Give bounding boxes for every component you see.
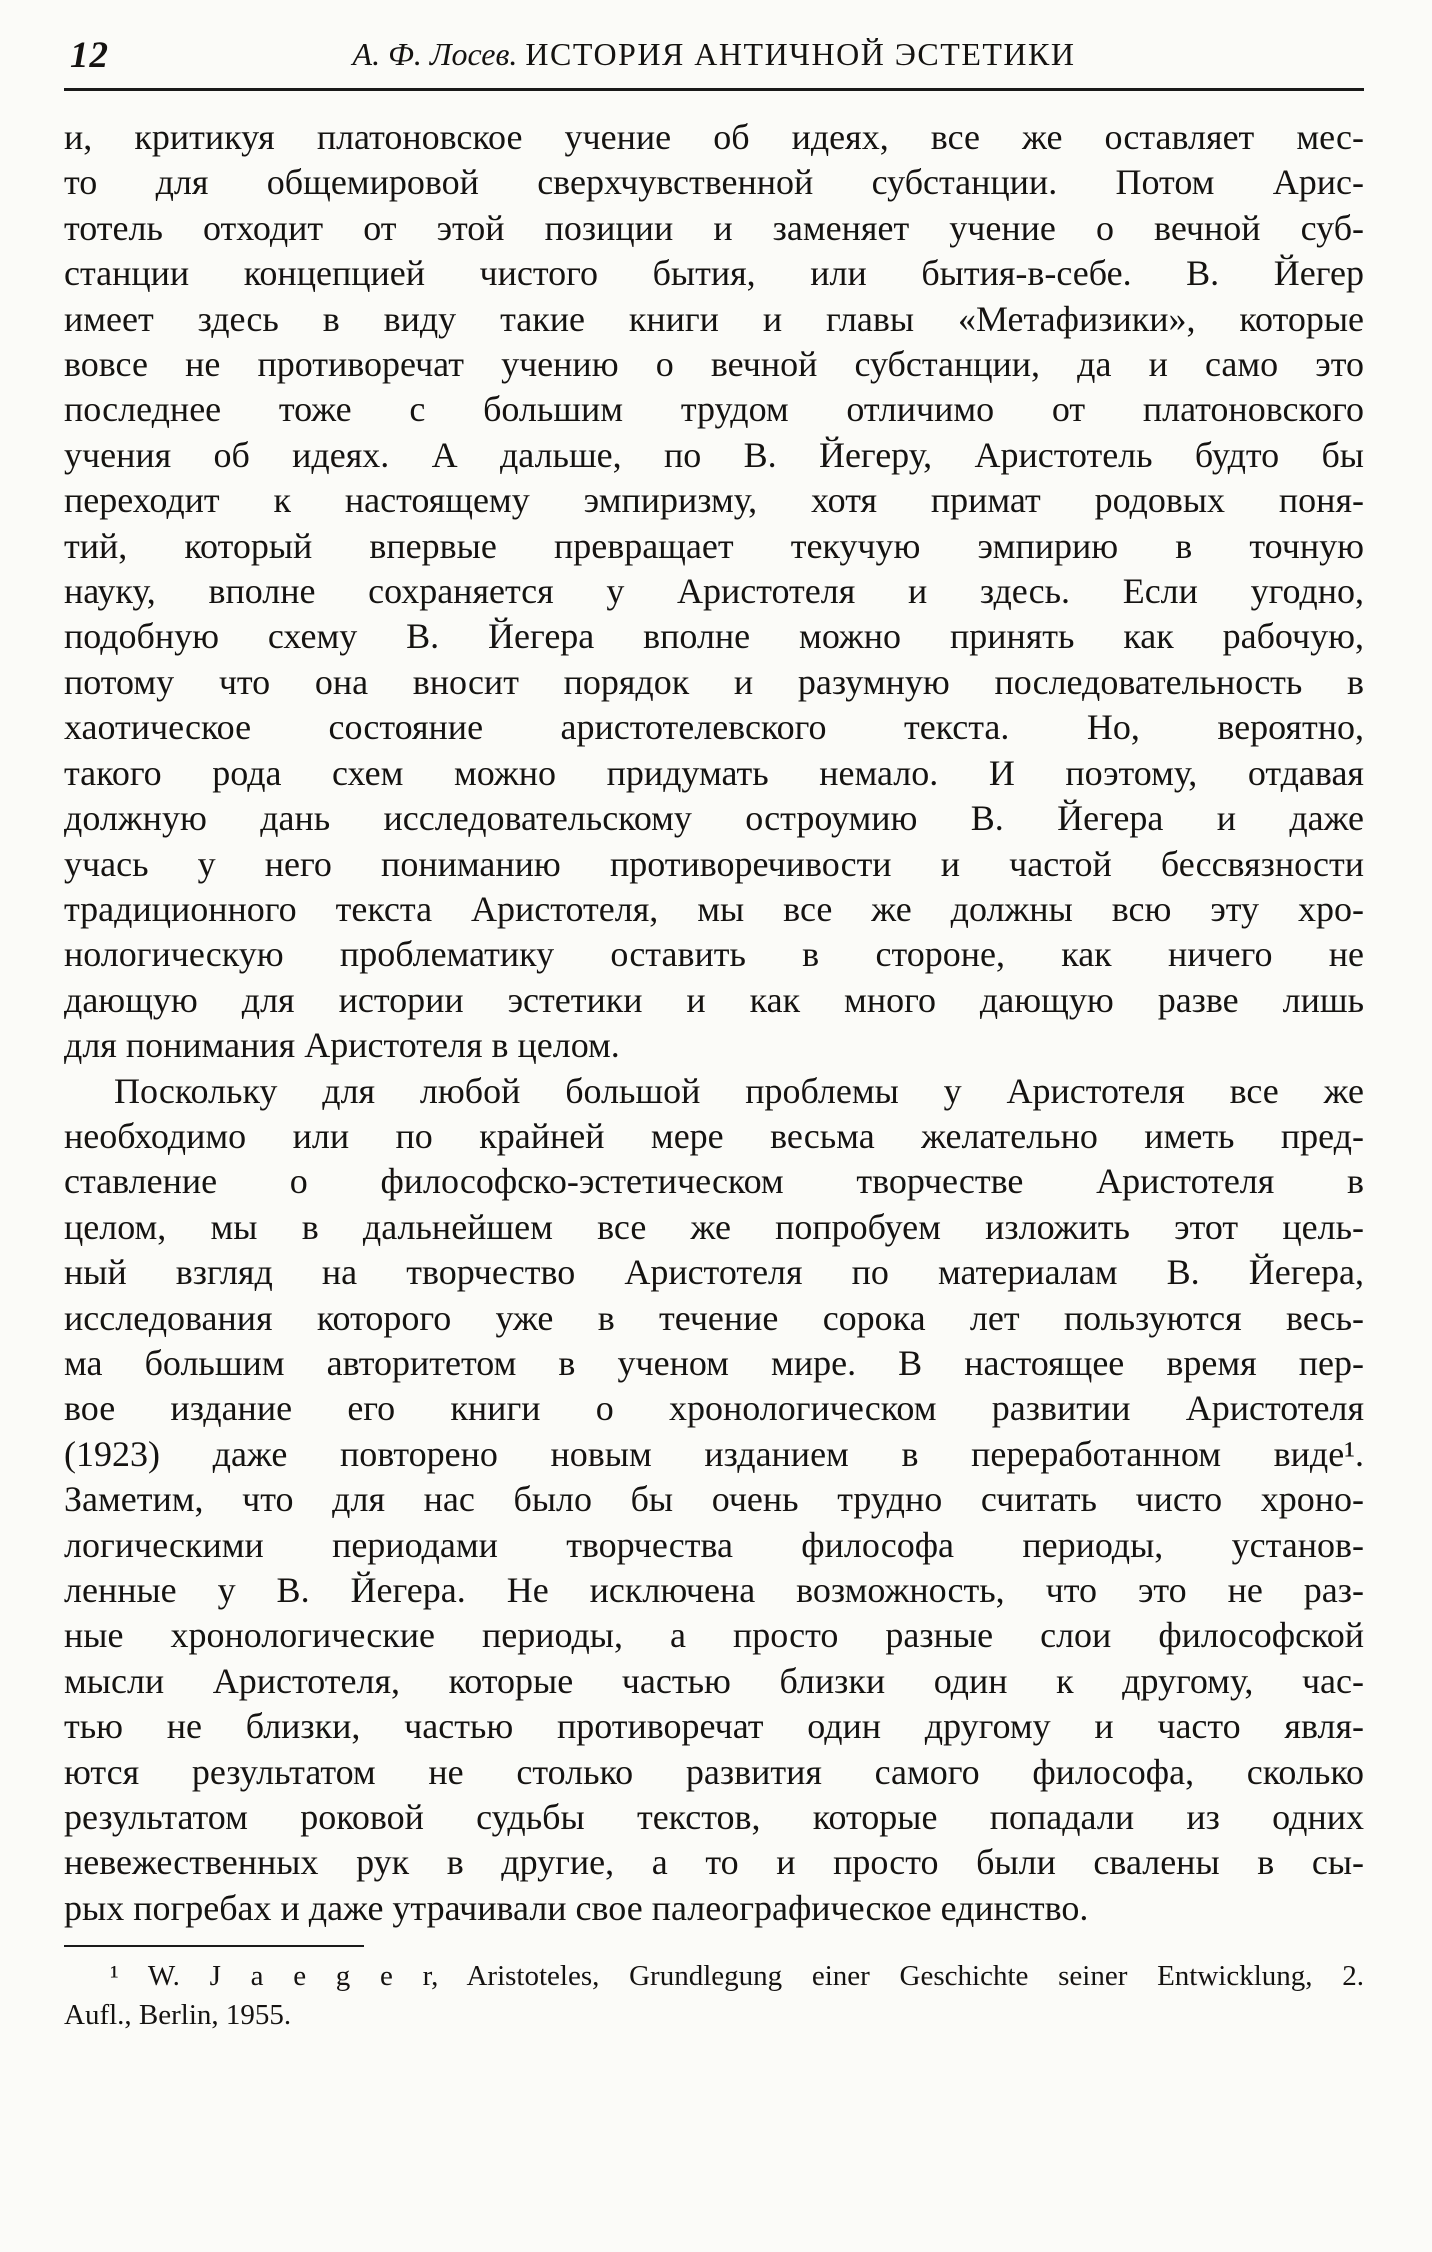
text-line: исследования которого уже в течение сорока лет пользуются весь- xyxy=(64,1297,1364,1338)
text-line: нологическую проблематику оставить в стороне, как ничего не xyxy=(64,934,1364,975)
text-line: ма большим авторитетом в ученом мире. В настоящее время пер- xyxy=(64,1342,1364,1383)
text-line: целом, мы в дальнейшем все же попробуем изложить этот цель- xyxy=(64,1206,1364,1247)
text-line: результатом роковой судьбы текстов, которые попадали из одних xyxy=(64,1797,1364,1838)
page-content xyxy=(64,115,1364,1931)
footnote xyxy=(64,1957,1364,2035)
text-line: Заметим, что для нас было бы очень трудно считать чисто хроно- xyxy=(64,1479,1364,1520)
paragraph-1 xyxy=(64,115,1364,1069)
text-line: должную дань исследовательскому остроумию В. Йегера и даже xyxy=(64,798,1364,839)
text-line: ются результатом не столько развития самого философа, сколько xyxy=(64,1751,1364,1792)
text-line: логическими периодами творчества философа периоды, установ- xyxy=(64,1524,1364,1565)
text-line: такого рода схем можно придумать немало. И поэтому, отдавая xyxy=(64,752,1364,793)
text-line: тий, который впервые превращает текучую эмпирию в точную xyxy=(64,525,1364,566)
text-line: для понимания Аристотеля в целом. xyxy=(64,1025,620,1066)
footnote-area xyxy=(64,1945,1364,2035)
text-line: учения об идеях. А дальше, по В. Йегеру, Аристотель будто бы xyxy=(64,434,1364,475)
text-line: ный взгляд на творчество Аристотеля по материалам В. Йегера, xyxy=(64,1252,1364,1293)
text-line: традиционного текста Аристотеля, мы все же должны всю эту хро- xyxy=(64,888,1364,929)
text-line: то для общемировой сверхчувственной субстанции. Потом Арис- xyxy=(64,162,1364,203)
running-title-text: ИСТОРИЯ АНТИЧНОЙ ЭСТЕТИКИ xyxy=(525,36,1076,72)
text-line: потому что она вносит порядок и разумную последовательность в xyxy=(64,661,1364,702)
text-line: учась у него пониманию противоречивости и частой бессвязности xyxy=(64,843,1364,884)
page-number: 12 xyxy=(70,35,109,76)
text-line: переходит к настоящему эмпиризму, хотя примат родовых поня- xyxy=(64,480,1364,521)
text-line: ставление о философско-эстетическом творчестве Аристотеля в xyxy=(64,1161,1364,1202)
text-line: последнее тоже с большим трудом отличимо от платоновского xyxy=(64,389,1364,430)
text-line: дающую для истории эстетики и как много дающую разве лишь xyxy=(64,979,1364,1020)
text-line: вовсе не противоречат учению о вечной субстанции, да и само это xyxy=(64,344,1364,385)
text-line: тотель отходит от этой позиции и заменяет учение о вечной суб- xyxy=(64,207,1364,248)
text-line: ные хронологические периоды, а просто разные слои философской xyxy=(64,1615,1364,1656)
text-line: невежественных рук в другие, а то и просто были свалены в сы- xyxy=(64,1842,1364,1883)
text-line: вое издание его книги о хронологическом развитии Аристотеля xyxy=(64,1388,1364,1429)
running-title-author: А. Ф. Лосев. xyxy=(352,36,518,72)
text-line: и, критикуя платоновское учение об идеях, все же оставляет мес- xyxy=(64,117,1364,157)
text-line: науку, вполне сохраняется у Аристотеля и здесь. Если угодно, xyxy=(64,571,1364,612)
paragraph-2 xyxy=(64,1069,1364,1932)
text-line: рых погребах и даже утрачивали свое палеографическое единство. xyxy=(64,1887,1089,1928)
header-rule xyxy=(64,88,1364,91)
text-line: Aufl., Berlin, 1955. xyxy=(64,1999,292,2032)
running-title xyxy=(64,36,1364,73)
text-line: (1923) даже повторено новым изданием в переработанном виде¹. xyxy=(64,1433,1364,1474)
text-line: ленные у В. Йегера. Не исключена возможность, что это не раз- xyxy=(64,1570,1364,1610)
text-line: необходимо или по крайней мере весьма желательно иметь пред- xyxy=(64,1115,1364,1156)
text-line: Поскольку для любой большой проблемы у Аристотеля все же xyxy=(114,1070,1364,1111)
text-line: хаотическое состояние аристотелевского текста. Но, вероятно, xyxy=(64,707,1364,748)
footnote-separator-rule xyxy=(64,1945,364,1947)
page-header xyxy=(64,34,1364,82)
text-line: тью не близки, частью противоречат один другому и часто явля- xyxy=(64,1706,1364,1747)
text-line: подобную схему В. Йегера вполне можно принять как рабочую, xyxy=(64,616,1364,657)
text-line: станции концепцией чистого бытия, или бытия-в-себе. В. Йегер xyxy=(64,253,1364,294)
text-line: мысли Аристотеля, которые частью близки один к другому, час- xyxy=(64,1660,1364,1701)
text-line: ¹ W. J a e g e r, Aristoteles, Grundlegung einer Geschichte seiner Entwicklung, 2. xyxy=(110,1960,1364,1993)
text-line: имеет здесь в виду такие книги и главы «Метафизики», которые xyxy=(64,298,1364,339)
